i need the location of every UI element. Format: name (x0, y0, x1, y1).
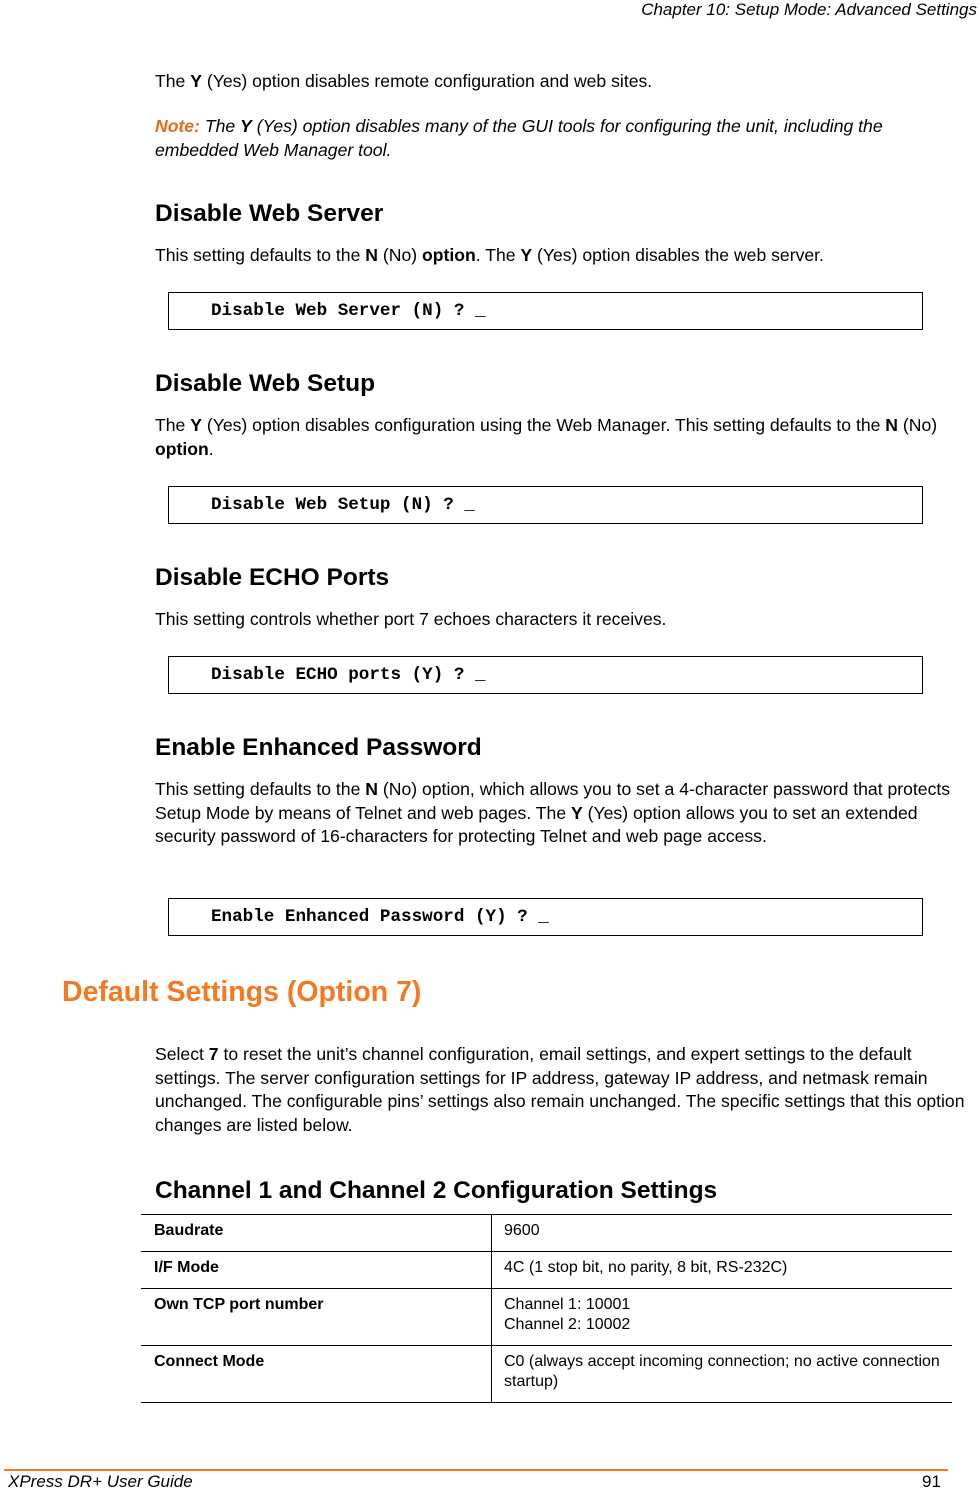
heading-default-settings: Default Settings (Option 7) (62, 976, 422, 1008)
table-value: C0 (always accept incoming connection; no active connection startup) (492, 1346, 953, 1403)
code-disable-web-setup: Disable Web Setup (N) ? _ (168, 486, 923, 524)
intro-paragraph: The Y (Yes) option disables remote configuration and web sites. (155, 71, 653, 91)
table-row (141, 1215, 952, 1252)
enhanced-password-paragraph: This setting defaults to the N (No) option, which allows you to set a 4-character password that protects Setup Mode by means of Telnet and web pages. The Y (Yes) option allows you to set an extended security password of 16-characters for protecting Telnet and web page access. (155, 779, 951, 846)
heading-enable-enhanced-password: Enable Enhanced Password (155, 734, 482, 761)
heading-disable-web-server: Disable Web Server (155, 200, 384, 227)
table-key: Connect Mode (141, 1346, 492, 1403)
footer-guide-title: XPress DR+ User Guide (8, 1472, 193, 1491)
table-row (141, 1252, 952, 1289)
code-enable-enhanced-password: Enable Enhanced Password (Y) ? _ (168, 898, 923, 936)
heading-disable-web-setup: Disable Web Setup (155, 370, 376, 397)
table-key: I/F Mode (141, 1252, 492, 1289)
settings-table (141, 1214, 952, 1403)
table-key: Own TCP port number (141, 1289, 492, 1346)
note-label: Note: (155, 116, 200, 136)
web-setup-paragraph: The Y (Yes) option disables configuration using the Web Manager. This setting defaults to the N (No) option. (155, 415, 938, 459)
table-key: Baudrate (141, 1215, 492, 1252)
note-paragraph: Note: The Y (Yes) option disables many of the GUI tools for configuring the unit, including the embedded Web Manager tool. (155, 116, 883, 160)
code-disable-web-server: Disable Web Server (N) ? _ (168, 292, 923, 330)
table-value-line: Channel 1: 10001 (504, 1296, 631, 1313)
footer-divider (4, 1469, 948, 1471)
table-value-line: Channel 2: 10002 (504, 1316, 631, 1333)
default-settings-paragraph: Select 7 to reset the unit’s channel configuration, email settings, and expert settings to the default settings. The server configuration settings for IP address, gateway IP address, and netmask remain unchanged. The configurable pins’ settings also remain unchanged. The specific settings that this option changes are listed below. (155, 1044, 965, 1135)
echo-ports-paragraph: This setting controls whether port 7 echoes characters it receives. (155, 609, 667, 629)
footer-page-number: 91 (922, 1472, 941, 1491)
code-disable-echo-ports: Disable ECHO ports (Y) ? _ (168, 656, 923, 694)
table-value: 4C (1 stop bit, no parity, 8 bit, RS-232C) (492, 1252, 953, 1289)
table-row (141, 1289, 952, 1346)
web-server-paragraph: This setting defaults to the N (No) option. The Y (Yes) option disables the web server. (155, 245, 824, 265)
table-row (141, 1346, 952, 1403)
heading-channel-configuration: Channel 1 and Channel 2 Configuration Settings (155, 1177, 718, 1204)
chapter-header: Chapter 10: Setup Mode: Advanced Settings (641, 0, 977, 19)
table-value (492, 1289, 953, 1346)
table-value: 9600 (492, 1215, 953, 1252)
heading-disable-echo-ports: Disable ECHO Ports (155, 564, 390, 591)
